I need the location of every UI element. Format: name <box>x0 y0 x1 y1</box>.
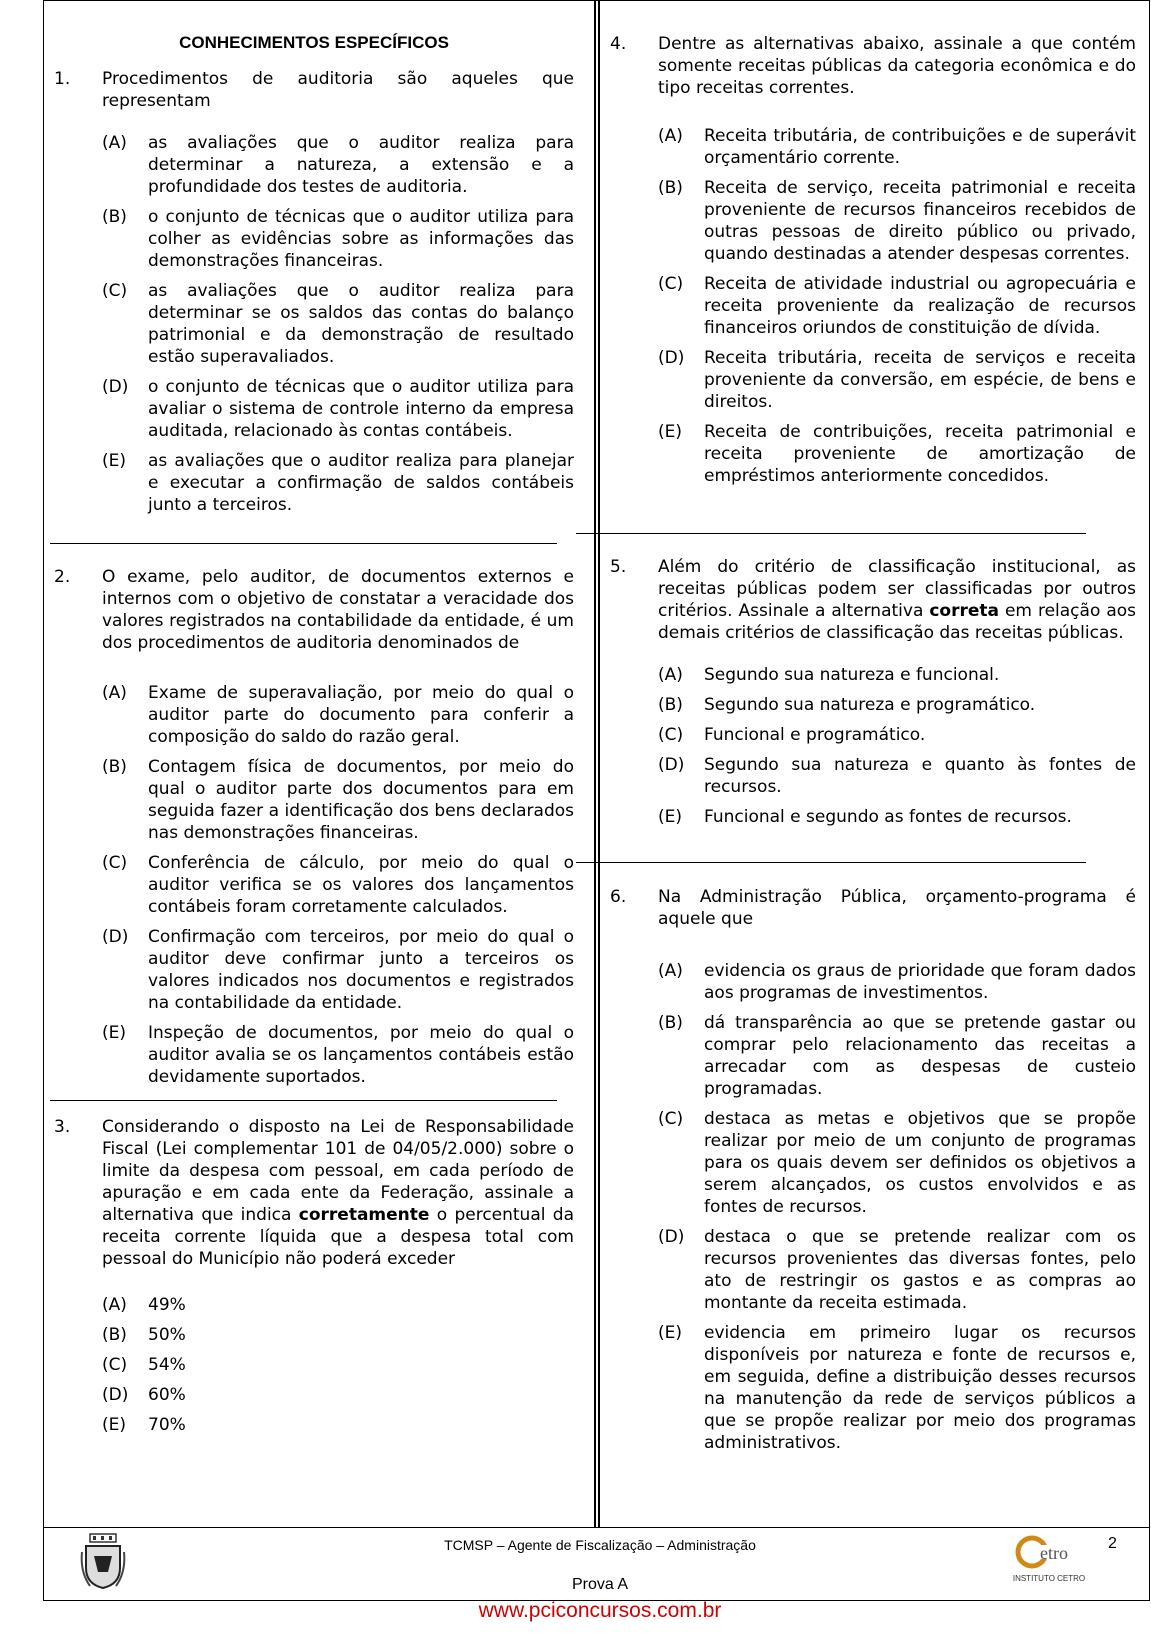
footer-separator <box>43 1527 1150 1528</box>
option-letter: (A) <box>658 961 683 981</box>
option-text: o conjunto de técnicas que o auditor utiliza para colher as evidências sobre as informações das demonstrações financeiras. <box>148 207 574 271</box>
question-number: 2. <box>54 567 71 587</box>
option-letter: (D) <box>102 1385 129 1405</box>
option-c <box>102 1354 574 1376</box>
cetro-logo <box>1010 1535 1088 1589</box>
option-text: Contagem física de documentos, por meio do qual o auditor parte dos documentos para em seguida fazer a identificação dos bens declarados nas demonstrações financeiras. <box>148 757 574 843</box>
option-letter: (A) <box>102 133 127 153</box>
option-b <box>658 694 1136 716</box>
right-column-q4 <box>610 33 1136 495</box>
stem-text: em relação aos demais critérios de classificação das receitas públicas. <box>658 601 1137 643</box>
question-stem: Dentre as alternativas abaixo, assinale a que contém somente receitas públicas da categoria econômica e do tipo receitas correntes. <box>658 34 1136 98</box>
option-a <box>102 132 574 198</box>
option-letter: (D) <box>102 377 129 397</box>
option-letter: (D) <box>658 1227 685 1247</box>
option-b <box>102 206 574 272</box>
option-text: dá transparência ao que se pretende gastar ou comprar pelo relacionamento das receitas a arrecadar com as despesas de custeio programadas. <box>704 1013 1136 1099</box>
option-text: Inspeção de documentos, por meio do qual o auditor avalia se os lançamentos contábeis estão devidamente suportados. <box>148 1023 574 1087</box>
option-letter: (B) <box>658 695 683 715</box>
option-text: Funcional e segundo as fontes de recursos. <box>704 807 1072 827</box>
option-text: destaca as metas e objetivos que se propõe realizar por meio de um conjunto de programas para os quais devem ser definidos os objetivos a serem alcançados, os custos envolvidos e as fontes de recursos. <box>704 1109 1136 1217</box>
option-d <box>658 754 1136 798</box>
question-1 <box>54 68 574 516</box>
footer-exam-title: TCMSP – Agente de Fiscalização – Administração <box>444 1537 756 1553</box>
question-separator <box>576 533 1086 534</box>
option-d <box>102 1384 574 1406</box>
stem-text: Considerando o disposto na Lei de Responsabilidade Fiscal (Lei complementar 101 de 04/05/2.000) sobre o limite da despesa com pessoal, em cada período de apuração e em cada ente da Federação, assinale a alternativa que indica <box>102 1117 574 1225</box>
question-number: 5. <box>610 557 627 577</box>
question-3 <box>54 1116 574 1436</box>
option-b <box>102 1324 574 1346</box>
footer-url[interactable]: www.pciconcursos.com.br <box>478 1599 722 1622</box>
option-letter: (A) <box>658 665 683 685</box>
question-stem: O exame, pelo auditor, de documentos externos e internos com o objetivo de constatar a veracidade dos valores registrados na contabilidade da entidade, é um dos procedimentos de auditoria denominados de <box>102 567 574 653</box>
option-text: as avaliações que o auditor realiza para determinar se os saldos das contas do balanço patrimonial e da demonstração de resultado estão superavaliados. <box>148 281 574 367</box>
option-letter: (C) <box>102 281 128 301</box>
option-text: Conferência de cálculo, por meio do qual o auditor verifica se os valores dos lançamentos contábeis foram corretamente calculados. <box>148 853 574 917</box>
option-e <box>658 1322 1136 1454</box>
svg-text:etro: etro <box>1040 1543 1068 1563</box>
option-b <box>658 1012 1136 1100</box>
option-letter: (E) <box>658 1323 683 1343</box>
option-letter: (B) <box>658 1013 683 1033</box>
question-5 <box>610 556 1136 828</box>
option-d <box>658 347 1136 413</box>
option-letter: (B) <box>102 207 127 227</box>
option-a <box>658 125 1136 169</box>
option-letter: (B) <box>658 178 683 198</box>
left-column <box>54 32 574 524</box>
option-d <box>658 1226 1136 1314</box>
option-c <box>658 273 1136 339</box>
option-text: o conjunto de técnicas que o auditor utiliza para avaliar o sistema de controle interno da empresa auditada, relacionado às contas contábeis. <box>148 377 574 441</box>
option-d <box>102 926 574 1014</box>
option-a <box>102 1294 574 1316</box>
option-text: Receita de serviço, receita patrimonial e receita proveniente de recursos financeiros recebidos de outras pessoas de direito público ou privado, quando destinadas a atender despesas correntes. <box>704 178 1136 264</box>
question-stem: Na Administração Pública, orçamento-programa é aquele que <box>658 887 1136 929</box>
cetro-logo-text: INSTITUTO CETRO <box>1012 1574 1086 1583</box>
option-text: 70% <box>148 1415 186 1435</box>
cetro-logo-mark <box>1010 1535 1088 1569</box>
footer-prova-label: Prova A <box>571 1576 629 1593</box>
option-text: 54% <box>148 1355 186 1375</box>
left-column-q3 <box>54 1116 574 1444</box>
option-letter: (B) <box>102 1325 127 1345</box>
option-letter: (E) <box>658 807 683 827</box>
right-column-q5 <box>610 556 1136 836</box>
stem-emphasis: corretamente <box>298 1205 430 1225</box>
question-6 <box>610 886 1136 1454</box>
option-a <box>102 682 574 748</box>
question-separator <box>576 862 1086 863</box>
right-column-q6 <box>610 886 1136 1462</box>
section-title: CONHECIMENTOS ESPECÍFICOS <box>179 33 449 52</box>
option-text: Segundo sua natureza e funcional. <box>704 665 1000 685</box>
question-stem <box>658 556 1136 644</box>
option-text: destaca o que se pretende realizar com os recursos provenientes das diversas fontes, pelo ato de restringir os gastos e as compras ao montante da receita estimada. <box>704 1227 1136 1313</box>
option-e <box>658 806 1136 828</box>
option-text: as avaliações que o auditor realiza para planejar e executar a confirmação de saldos contábeis junto a terceiros. <box>148 451 574 515</box>
question-2 <box>54 566 574 1088</box>
option-e <box>658 421 1136 487</box>
question-stem <box>102 1116 574 1270</box>
option-text: Confirmação com terceiros, por meio do qual o auditor deve confirmar junto a terceiros os valores indicados nos documentos e registrados na contabilidade da entidade. <box>148 927 574 1013</box>
page-number: 2 <box>1108 1535 1117 1552</box>
option-letter: (C) <box>658 725 684 745</box>
question-number: 4. <box>610 34 627 54</box>
option-letter: (C) <box>658 1109 684 1129</box>
question-number: 6. <box>610 887 627 907</box>
question-number: 1. <box>54 69 71 89</box>
option-e <box>102 1414 574 1436</box>
option-c <box>658 1108 1136 1218</box>
option-text: Receita de contribuições, receita patrimonial e receita proveniente de amortização de empréstimos anteriormente concedidos. <box>704 422 1136 486</box>
option-a <box>658 664 1136 686</box>
question-separator <box>50 1100 557 1101</box>
option-letter: (E) <box>658 422 683 442</box>
option-letter: (A) <box>102 1295 127 1315</box>
option-text: Segundo sua natureza e quanto às fontes de recursos. <box>704 755 1136 797</box>
option-letter: (C) <box>658 274 684 294</box>
option-letter: (D) <box>658 348 685 368</box>
option-letter: (A) <box>102 683 127 703</box>
question-4 <box>610 33 1136 487</box>
option-letter: (E) <box>102 451 127 471</box>
stem-emphasis: correta <box>929 601 999 621</box>
option-text: Receita de atividade industrial ou agropecuária e receita proveniente da realização de recursos financeiros oriundos de constituição de dívida. <box>704 274 1136 338</box>
option-text: Exame de superavaliação, por meio do qual o auditor parte do documento para conferir a composição do saldo do razão geral. <box>148 683 574 747</box>
option-e <box>102 450 574 516</box>
option-text: Segundo sua natureza e programático. <box>704 695 1036 715</box>
option-c <box>102 280 574 368</box>
option-letter: (B) <box>102 757 127 777</box>
left-column-q2 <box>54 566 574 1096</box>
option-text: Receita tributária, receita de serviços e receita proveniente da conversão, em espécie, de bens e direitos. <box>704 348 1136 412</box>
option-letter: (E) <box>102 1415 127 1435</box>
option-letter: (E) <box>102 1023 127 1043</box>
stem-text: o percentual da receita corrente líquida que a despesa total com pessoal do Município não poderá exceder <box>102 1205 574 1269</box>
city-coat-of-arms-logo <box>80 1532 126 1592</box>
stem-text: Além do critério de classificação institucional, as receitas públicas podem ser classificadas por outros critérios. Assinale a alternativa <box>658 557 1136 621</box>
question-number: 3. <box>54 1117 71 1137</box>
option-text: as avaliações que o auditor realiza para determinar a natureza, a extensão e a profundidade dos testes de auditoria. <box>148 133 574 197</box>
question-stem: Procedimentos de auditoria são aqueles que representam <box>102 69 574 111</box>
option-a <box>658 960 1136 1004</box>
option-letter: (D) <box>102 927 129 947</box>
option-text: 50% <box>148 1325 186 1345</box>
option-c <box>102 852 574 918</box>
option-b <box>102 756 574 844</box>
column-divider <box>594 0 600 1527</box>
option-letter: (C) <box>102 853 128 873</box>
option-letter: (C) <box>102 1355 128 1375</box>
option-c <box>658 724 1136 746</box>
option-text: 60% <box>148 1385 186 1405</box>
option-e <box>102 1022 574 1088</box>
option-letter: (A) <box>658 126 683 146</box>
option-letter: (D) <box>658 755 685 775</box>
option-b <box>658 177 1136 265</box>
option-text: evidencia em primeiro lugar os recursos disponíveis por natureza e fonte de recursos e, em seguida, define a distribuição desses recursos na manutenção da rede de serviços públicos a que se propõe realizar por meio dos programas administrativos. <box>704 1323 1136 1453</box>
option-d <box>102 376 574 442</box>
option-text: evidencia os graus de prioridade que foram dados aos programas de investimentos. <box>704 961 1136 1003</box>
question-separator <box>50 543 557 544</box>
option-text: Funcional e programático. <box>704 725 926 745</box>
option-text: 49% <box>148 1295 186 1315</box>
option-text: Receita tributária, de contribuições e de superávit orçamentário corrente. <box>704 126 1136 168</box>
